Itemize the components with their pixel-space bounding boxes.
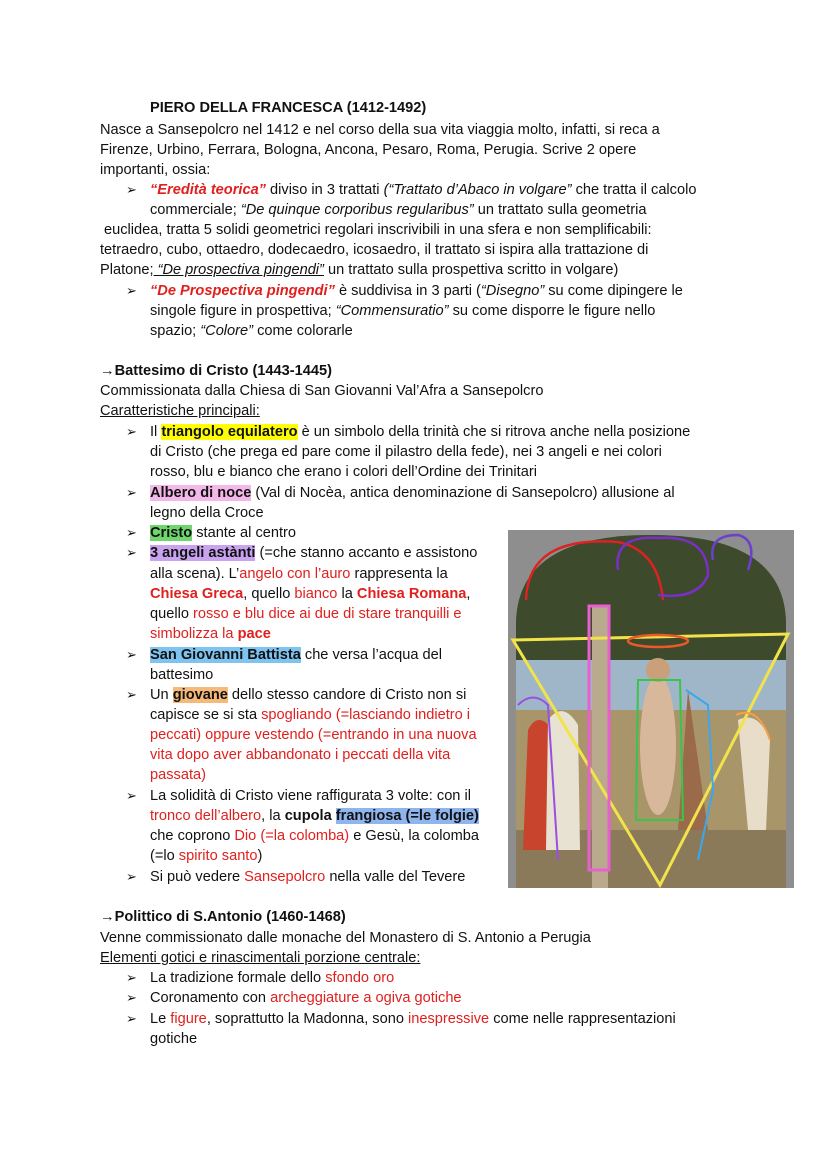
text: (“Trattato d’Abaco in volgare” — [383, 182, 572, 198]
feature-line: di Cristo (che prega ed pare come il pilastro della fede), nei 3 angeli e nei colori — [150, 444, 662, 460]
feature-line — [150, 826, 479, 846]
works-bullet-eredita — [150, 180, 696, 200]
text: , la — [261, 808, 285, 824]
text: , soprattutto la Madonna, sono — [206, 1011, 409, 1027]
bullet-icon: ➢ — [126, 485, 137, 500]
text: sfondo oro — [325, 970, 395, 986]
painting-christ-head — [646, 658, 670, 682]
highlight: 3 angeli astànti — [150, 545, 256, 561]
text: capisce se si sta — [150, 707, 262, 723]
bullet-icon: ➢ — [126, 182, 137, 197]
text: ) — [257, 848, 263, 864]
battesimo-features-label: Caratteristiche principali: — [100, 403, 260, 419]
text: commerciale; — [150, 202, 241, 218]
text: “Commensuratio” — [335, 303, 449, 319]
feature-line — [150, 604, 462, 624]
polittico-commission: Venne commissionato dalle monache del Monastero di S. Antonio a Perugia — [100, 930, 591, 946]
polittico-label: Elementi gotici e rinascimentali porzione centrale: — [100, 950, 421, 966]
feature-line — [150, 705, 470, 725]
highlight: giovane — [172, 687, 228, 703]
text: figure — [170, 1011, 207, 1027]
text: Un — [150, 687, 173, 703]
text: angelo con l’auro — [239, 566, 351, 582]
bullet-icon: ➢ — [126, 647, 137, 662]
feature-angeli — [150, 543, 477, 563]
text: “De quinque corporibus regularibus” — [240, 202, 474, 218]
text: (=lo — [150, 848, 179, 864]
text: Chiesa Greca — [150, 586, 244, 602]
text: un trattato sulla prospettiva scritto in volgare) — [323, 262, 619, 278]
bullet-icon: ➢ — [126, 545, 137, 560]
battesimo-commission: Commissionata dalla Chiesa di San Giovanni Val’Afra a Sansepolcro — [100, 383, 544, 399]
page-title: PIERO DELLA FRANCESCA (1412-1492) — [150, 100, 427, 116]
text: Chiesa Romana — [356, 586, 467, 602]
text: spazio; — [150, 323, 201, 339]
bullet-icon: ➢ — [126, 788, 137, 803]
text: che versa l’acqua del — [300, 647, 442, 663]
text: alla scena). L’ — [150, 566, 240, 582]
works-bullet-prospectiva — [150, 281, 683, 301]
bullet-icon: ➢ — [126, 687, 137, 702]
text: Coronamento con — [150, 990, 271, 1006]
feature-line: passata) — [150, 767, 206, 783]
highlight: frangiosa (=le folgie) — [335, 808, 479, 824]
polittico-item — [150, 988, 462, 1008]
text: tronco dell’albero — [150, 808, 262, 824]
works-line — [150, 301, 655, 321]
feature-line: peccati) oppure vestendo (=entrando in una nuova — [150, 727, 477, 743]
feature-sansepolcro — [150, 867, 465, 887]
text: Le — [150, 1011, 171, 1027]
battesimo-painting-image — [508, 530, 794, 888]
highlight: triangolo equilatero — [161, 424, 298, 440]
painting-angel-white — [546, 711, 580, 850]
text: singole figure in prospettiva; — [150, 303, 336, 319]
text: come nelle rappresentazioni — [489, 1011, 676, 1027]
text: , — [466, 586, 471, 602]
feature-line — [150, 584, 470, 604]
text: che coprono — [150, 828, 235, 844]
text: rosso e blu dice ai due di stare tranquilli e — [193, 606, 462, 622]
text: “Disegno” — [480, 283, 545, 299]
text: inespressive — [408, 1011, 490, 1027]
prospectiva-title: “De Prospectiva pingendi” — [150, 283, 335, 299]
text: rappresenta la — [350, 566, 448, 582]
polittico-line: gotiche — [150, 1031, 198, 1047]
polittico-item — [150, 1009, 676, 1029]
text: stante al centro — [192, 525, 297, 541]
text: nella valle del Tevere — [325, 869, 466, 885]
text: la — [337, 586, 357, 602]
text: spirito santo — [178, 848, 258, 864]
intro-line-1: Nasce a Sansepolcro nel 1412 e nel corso della sua vita viaggia molto, infatti, si reca a — [100, 122, 660, 138]
bullet-icon: ➢ — [126, 1011, 137, 1026]
feature-line — [150, 806, 479, 826]
text: quello — [150, 606, 194, 622]
text: pace — [237, 626, 271, 642]
text: Il — [150, 424, 162, 440]
text: è suddivisa in 3 parti ( — [334, 283, 481, 299]
eredita-title: “Eredità teorica” — [150, 182, 266, 198]
feature-line — [150, 564, 448, 584]
works-line: euclidea, tratta 5 solidi geometrici regolari inscrivibili in una sfera e non semplificabili: — [104, 222, 652, 238]
text: (Val di Nocèa, antica denominazione di Sansepolcro) allusione al — [251, 485, 675, 501]
bullet-icon: ➢ — [126, 283, 137, 298]
bullet-icon: ➢ — [126, 525, 137, 540]
text: come colorarle — [253, 323, 353, 339]
feature-cristo — [150, 523, 296, 543]
feature-solidita: La solidità di Cristo viene raffigurata 3 volte: con il — [150, 788, 471, 804]
text: dello stesso candore di Cristo non si — [227, 687, 467, 703]
text: un trattato sulla geometria — [473, 202, 647, 218]
feature-giovanni — [150, 645, 442, 665]
text: cupola — [284, 808, 336, 824]
bullet-icon: ➢ — [126, 970, 137, 985]
painting-christ-figure — [640, 675, 676, 815]
works-line — [150, 200, 646, 220]
text: bianco — [294, 586, 338, 602]
text: che tratta il calcolo — [571, 182, 697, 198]
feature-line — [150, 624, 271, 644]
works-line: tetraedro, cubo, ottaedro, dodecaedro, icosaedro, il trattato si ispira alla trattazione di — [100, 242, 649, 258]
text: e Gesù, la colomba — [349, 828, 479, 844]
text: diviso in 3 trattati — [265, 182, 384, 198]
text: , quello — [243, 586, 295, 602]
text: Platone; — [100, 262, 154, 278]
feature-line: battesimo — [150, 667, 214, 683]
bullet-icon: ➢ — [126, 990, 137, 1005]
text: su come disporre le figure nello — [448, 303, 656, 319]
text: Sansepolcro — [244, 869, 326, 885]
bullet-icon: ➢ — [126, 424, 137, 439]
text: Si può vedere — [150, 869, 245, 885]
text: (=che stanno accanto e assistono — [255, 545, 478, 561]
polittico-item — [150, 968, 394, 988]
works-line — [100, 260, 618, 280]
battesimo-heading: →Battesimo di Cristo (1443-1445) — [100, 363, 332, 379]
text: archeggiature a ogiva gotiche — [270, 990, 462, 1006]
feature-triangolo — [150, 422, 690, 442]
text: spogliando (=lasciando indietro i — [261, 707, 471, 723]
highlight: Cristo — [150, 525, 193, 541]
feature-line — [150, 846, 262, 866]
feature-albero — [150, 483, 675, 503]
text: è un simbolo della trinità che si ritrova anche nella posizione — [297, 424, 691, 440]
text: “Colore” — [200, 323, 254, 339]
feature-line: vita dopo aver abbandonato i peccati della vita — [150, 747, 451, 763]
text: simbolizza la — [150, 626, 238, 642]
text: “De prospectiva pingendi” — [153, 262, 324, 278]
works-line — [150, 321, 353, 341]
intro-line-2: Firenze, Urbino, Ferrara, Bologna, Ancona, Pesaro, Roma, Perugia. Scrive 2 opere — [100, 142, 637, 158]
painting-tree-trunk — [592, 605, 608, 888]
intro-line-3: importanti, ossia: — [100, 162, 211, 178]
feature-giovane — [150, 685, 466, 705]
highlight: Albero di noce — [150, 485, 252, 501]
polittico-heading: →Polittico di S.Antonio (1460-1468) — [100, 909, 346, 925]
bullet-icon: ➢ — [126, 869, 137, 884]
text: La tradizione formale dello — [150, 970, 326, 986]
text: Dio (=la colomba) — [234, 828, 350, 844]
highlight: San Giovanni Battista — [150, 647, 301, 663]
feature-line: rosso, blu e bianco che erano i colori dell’Ordine dei Trinitari — [150, 464, 537, 480]
text: su come dipingere le — [544, 283, 683, 299]
feature-line: legno della Croce — [150, 505, 264, 521]
